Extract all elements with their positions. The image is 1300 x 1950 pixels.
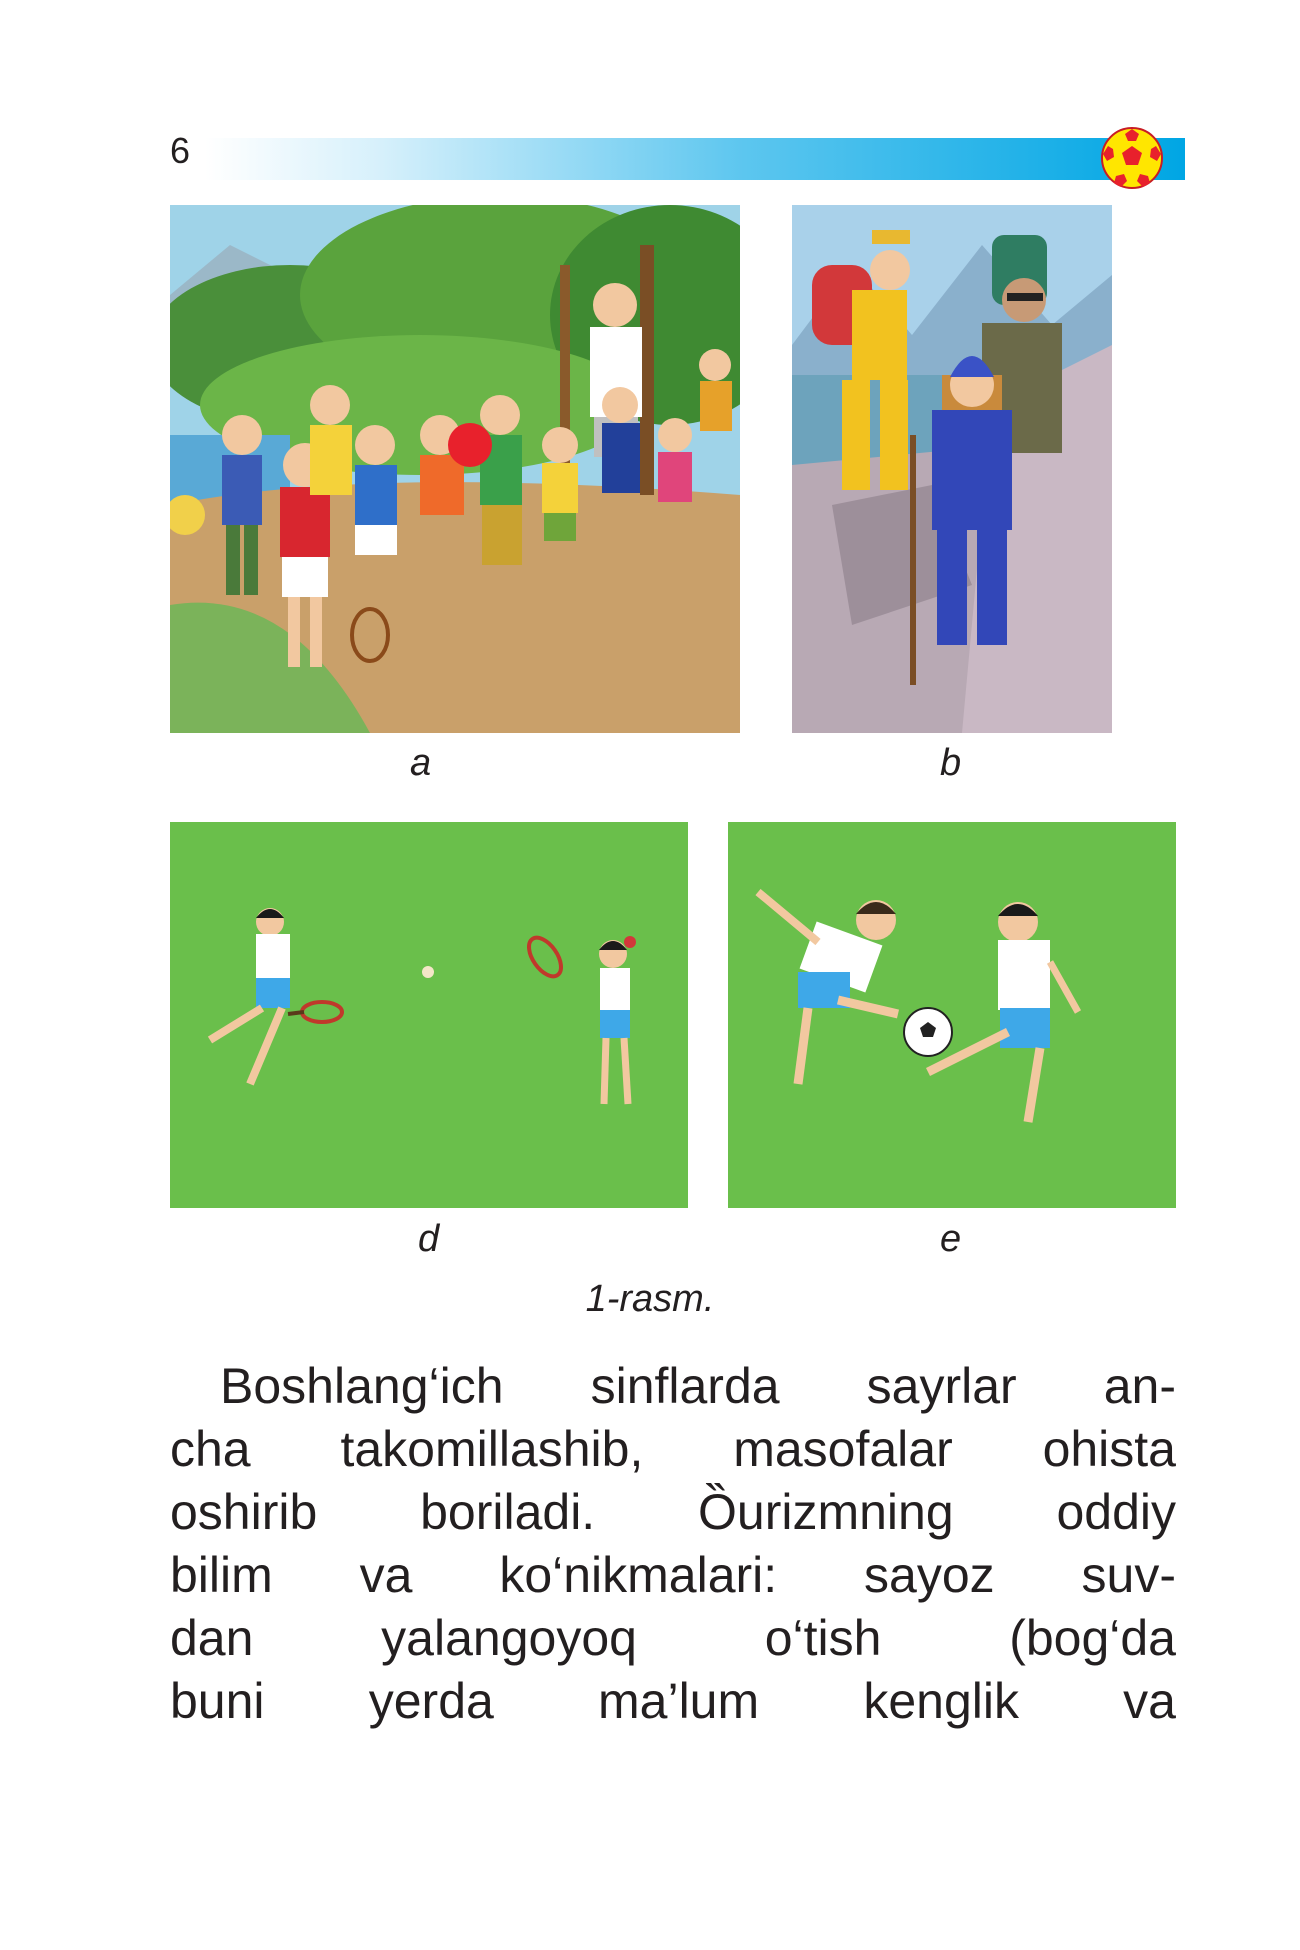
figure-d-badminton: [170, 822, 688, 1208]
text-line: dan yalangoyoq o‘tish (bog‘da: [170, 1610, 1176, 1666]
header-bar: [205, 138, 1185, 180]
text-line: buni yerda ma’lum kenglik va: [170, 1673, 1176, 1729]
figure-a-children-walk: [170, 205, 740, 733]
figure-e-football: [728, 822, 1176, 1208]
text-line: bilim va ko‘nikmalari: sayoz suv-: [170, 1547, 1176, 1603]
figure-label-a: a: [410, 742, 432, 784]
soccer-ball-icon: [1100, 126, 1164, 190]
body-paragraph: [170, 1355, 1176, 1733]
figure-b-hikers: [792, 205, 1112, 733]
page-number: 6: [170, 130, 191, 171]
figure-caption: 1-rasm.: [585, 1278, 715, 1320]
figure-label-b: b: [940, 742, 962, 784]
figure-label-d: d: [418, 1218, 440, 1260]
text-line: cha takomillashib, masofalar ohista: [170, 1421, 1176, 1477]
figure-label-e: e: [940, 1218, 962, 1260]
text-line: Boshlang‘ich sinflarda sayrlar an-: [220, 1358, 1176, 1414]
text-line: oshirib boriladi. Ȍurizmning oddiy: [170, 1484, 1176, 1540]
